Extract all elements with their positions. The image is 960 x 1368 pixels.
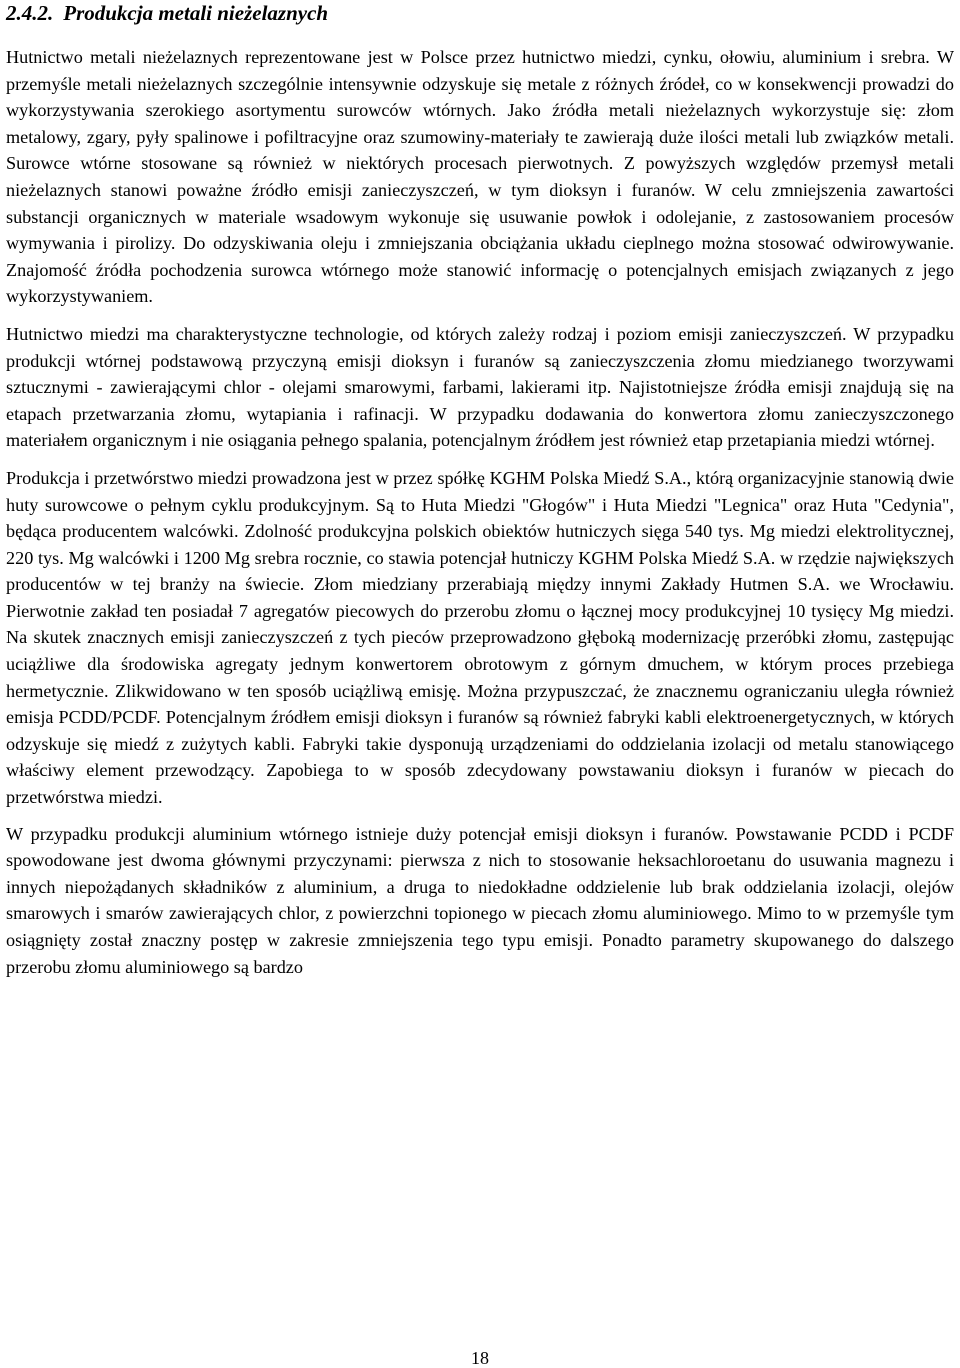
section-number: 2.4.2. [6,1,54,25]
section-heading [6,0,954,26]
paragraph-copper-production: Produkcja i przetwórstwo miedzi prowadzona jest w przez spółkę KGHM Polska Miedź S.A., którą organizacyjnie stanowią dwie huty surowcowe o pełnym cyklu produkcyjnym. Są to Huta Miedzi "Głogów" i Huta Miedzi "Legnica" oraz Huta "Cedynia", będąca producentem walcówki. Zdolność produkcyjna polskich obiektów hutniczych sięga 540 tys. Mg miedzi elektrolitycznej, 220 tys. Mg walcówki i 1200 Mg srebra rocznie, co stawia potencjał hutniczy KGHM Polska Miedź S.A. w rzędzie największych producentów w tej branży na świecie. Złom miedziany przerabiają między innymi Zakłady Hutmen S.A. we Wrocławiu. Pierwotnie zakład ten posiadał 7 agregatów piecowych do przerobu złomu o łącznej mocy produkcyjnej 10 tysięcy Mg miedzi. Na skutek znacznych emisji zanieczyszczeń z tych pieców przeprowadzono głęboką modernizację przeróbki złomu, zastępując uciążliwe dla środowiska agregaty jednym konwertorem obrotowym z górnym dmuchem, w którym proces przebiega hermetycznie. Zlikwidowano w ten sposób uciążliwą emisję. Można przypuszczać, że znacznemu ograniczaniu uległa również emisja PCDD/PCDF. Potencjalnym źródłem emisji dioksyn i furanów są również fabryki kabli elektroenergetycznych, w których odzyskuje się miedź z zużytych kabli. Fabryki takie dysponują urządzeniami do oddzielania izolacji od metalu stanowiącego właściwy element przewodzący. Zapobiega to w sposób zdecydowany powstawaniu dioksyn i furanów w piecach do przetwórstwa miedzi. [6,467,954,808]
paragraph-nonferrous-metallurgy: Hutnictwo metali nieżelaznych reprezentowane jest w Polsce przez hutnictwo miedzi, cynku, ołowiu, aluminium i srebra. W przemyśle metali nieżelaznych szczególnie intensywnie odzyskuje się metale z różnych źródeł, co w konsekwencji prowadzi do wykorzystywania szerokiego asortymentu surowców wtórnych. Jako źródła metali nieżelaznych wykorzystuje się: złom metalowy, zgary, pyły spalinowe i pofiltracyjne oraz szumowiny-materiały te zawierają duże ilości metali lub związków metali. Surowce wtórne stosowane są również w niektórych procesach pierwotnych. Z powyższych względów przemysł metali nieżelaznych stanowi poważne źródło emisji zanieczyszczeń, w tym dioksyn i furanów. W celu zmniejszenia zawartości substancji organicznych w materiale wsadowym wykonuje się usuwanie powłok i odolejanie, z zastosowaniem procesów wymywania i pirolizy. Do odzyskiwania oleju i zmniejszania obciążania układu cieplnego można stosować odwirowywanie. Znajomość źródła pochodzenia surowca wtórnego może stanowić informację o potencjalnych emisjach związanych z jego wykorzystywaniem. [6,47,954,307]
paragraph-aluminium-production: W przypadku produkcji aluminium wtórnego istnieje duży potencjał emisji dioksyn i furanów. Powstawanie PCDD i PCDF spowodowane jest dwoma głównymi przyczynami: pierwsza z nich to stosowanie heksachloroetanu do usuwania magnezu i innych niepożądanych składników z aluminium, a druga to niedokładne oddzielenie lub brak oddzielania izolacji, olejów smarowych i smarów zawierających chlor, z powierzchni topionego w piecach złomu aluminiowego. Mimo to w przemyśle tym osiągnięty został znaczny postęp w zakresie zmniejszenia tego typu emisji. Ponadto parametry skupowanego do dalszego przerobu złomu aluminiowego są bardzo [6,823,954,977]
page-number: 18 [471,1348,489,1368]
document-page [6,0,954,980]
paragraph-copper-metallurgy: Hutnictwo miedzi ma charakterystyczne technologie, od których zależy rodzaj i poziom emisji zanieczyszczeń. W przypadku produkcji wtórnej podstawową przyczyną emisji dioksyn i furanów są zanieczyszczenia złomu miedzianego tworzywami sztucznymi - zawierającymi chlor - olejami smarowymi, farbami, lakierami itp. Najistotniejsze źródła emisji znajdują się na etapach przetwarzania złomu, wytapiania i rafinacji. W przypadku dodawania do konwertora złomu zanieczyszczonego materiałem organicznym i nie osiągania pełnego spalania, potencjalnym źródłem jest również etap przetapiania miedzi wtórnej. [6,323,954,451]
section-title: Produkcja metali nieżelaznych [63,1,329,25]
